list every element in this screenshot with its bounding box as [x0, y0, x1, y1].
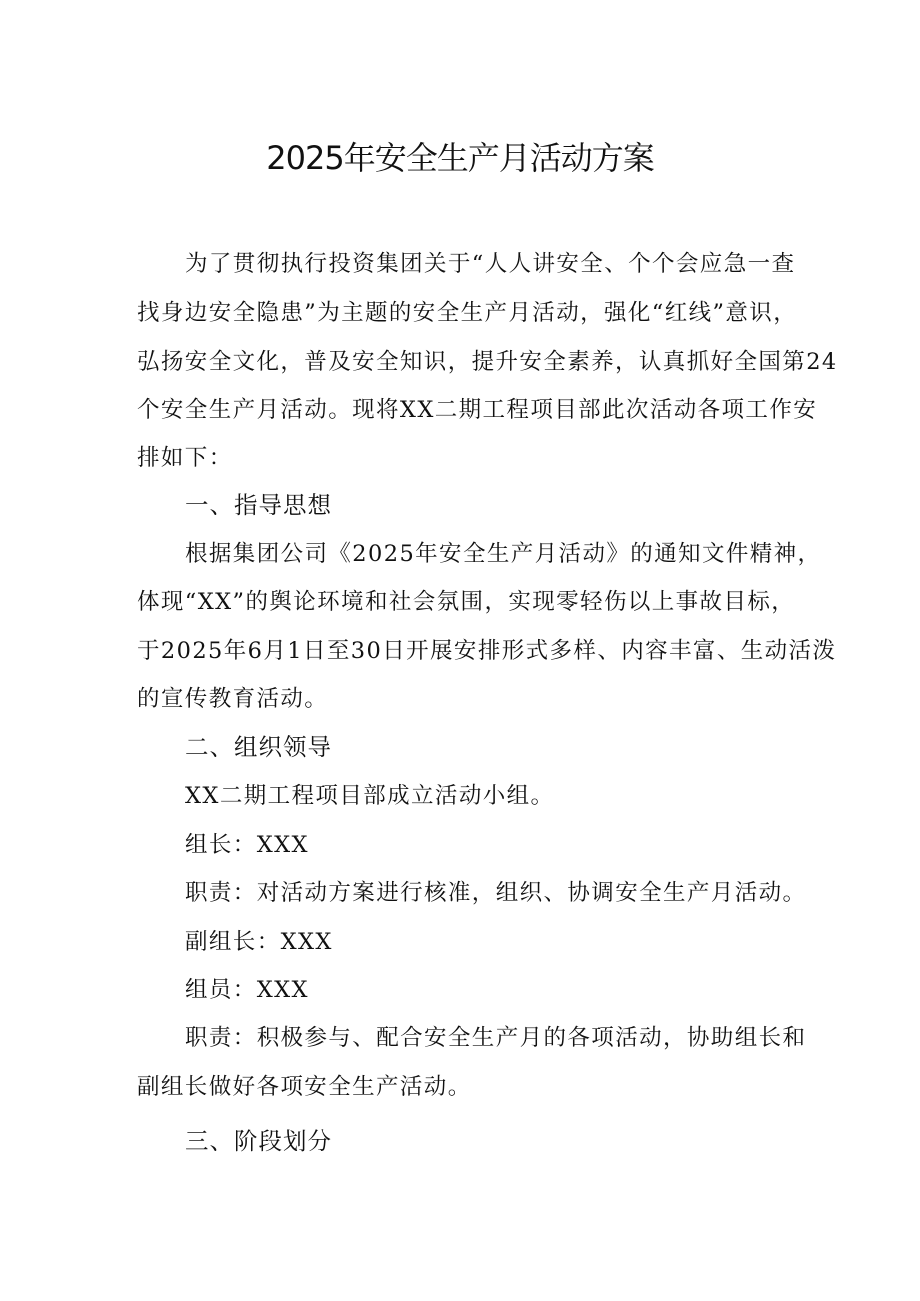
paragraph-line: 个安全生产月活动。现将XX二期工程项目部此次活动各项工作安 — [137, 397, 818, 423]
paragraph-line: 的宣传教育活动。 — [137, 686, 329, 712]
paragraph-line: 弘扬安全文化，普及安全知识，提升安全素养，认真抓好全国第24 — [137, 349, 838, 375]
leader-line: 组长：XXX — [185, 832, 309, 858]
members-line: 组员：XXX — [185, 977, 309, 1003]
paragraph-line: 副组长做好各项安全生产活动。 — [137, 1074, 472, 1100]
paragraph-line: 根据集团公司《2025年安全生产月活动》的通知文件精神， — [185, 541, 822, 567]
section-heading-organization: 二、组织领导 — [185, 733, 332, 761]
paragraph-line: 于2025年6月1日至30日开展安排形式多样、内容丰富、生动活泼 — [137, 638, 837, 664]
section-heading-guiding-thought: 一、指导思想 — [185, 491, 332, 519]
paragraph-line: 找身边安全隐患”为主题的安全生产月活动，强化“红线”意识， — [137, 300, 798, 326]
duty-line: 职责：积极参与、配合安全生产月的各项活动，协助组长和 — [185, 1025, 807, 1051]
paragraph-line: XX二期工程项目部成立活动小组。 — [185, 783, 555, 809]
duty-line: 职责：对活动方案进行核准，组织、协调安全生产月活动。 — [185, 880, 807, 906]
document-title: 2025年安全生产月活动方案 — [266, 139, 654, 177]
section-heading-phases: 三、阶段划分 — [185, 1127, 332, 1155]
paragraph-line: 体现“XX”的舆论环境和社会氛围，实现零轻伤以上事故目标， — [137, 589, 796, 615]
paragraph-line: 排如下： — [137, 445, 233, 471]
deputy-leader-line: 副组长：XXX — [185, 929, 333, 955]
paragraph-line: 为了贯彻执行投资集团关于“人人讲安全、个个会应急一查 — [185, 251, 796, 277]
